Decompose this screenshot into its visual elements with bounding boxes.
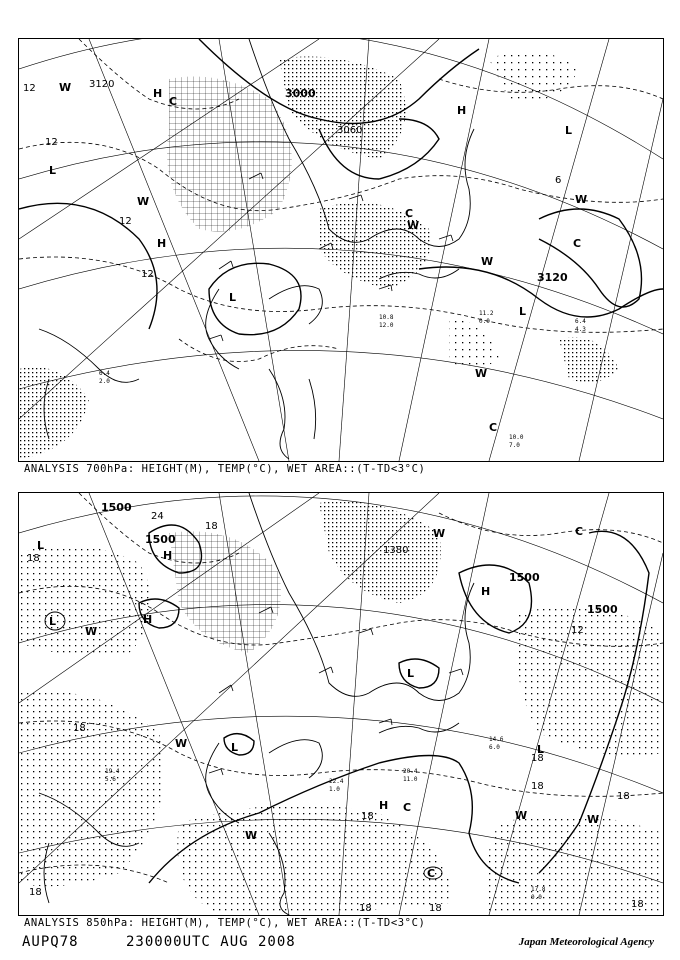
- temp-label: 18: [361, 811, 374, 822]
- obs-value: 14.6: [489, 736, 504, 743]
- temp-label: 18: [531, 753, 544, 764]
- warm-center-marker: W: [475, 367, 488, 380]
- map-850hpa-svg: [19, 493, 663, 915]
- warm-center-marker: W: [587, 813, 600, 826]
- obs-value: 6.0: [489, 744, 500, 751]
- warm-center-marker: W: [515, 809, 528, 822]
- obs-value: 1.0: [329, 786, 340, 793]
- warm-center-marker: W: [137, 195, 150, 208]
- height-label: 1500: [101, 501, 132, 514]
- cold-center-marker: C: [489, 421, 498, 434]
- warm-center-marker: W: [481, 255, 494, 268]
- high-pressure-marker: H: [379, 799, 389, 812]
- obs-value: 2.0: [99, 378, 110, 385]
- obs-value: 0.0: [531, 894, 542, 901]
- cold-center-marker: C: [427, 867, 436, 880]
- low-pressure-marker: L: [407, 667, 415, 680]
- obs-value: 11.2: [479, 310, 494, 317]
- valid-time: 230000UTC AUG 2008: [126, 934, 296, 950]
- temp-label: 6: [555, 175, 562, 186]
- obs-value: 12.0: [379, 322, 394, 329]
- height-label: 1500: [509, 571, 540, 584]
- cold-center-marker: C: [575, 525, 584, 538]
- temp-label: 12: [23, 83, 36, 94]
- obs-value: 22.4: [329, 778, 344, 785]
- wet-areas: [19, 501, 663, 915]
- low-pressure-marker: L: [565, 124, 573, 137]
- obs-value: 4.3: [575, 326, 586, 333]
- height-label: 1380: [383, 545, 409, 556]
- temp-label: 18: [359, 903, 372, 914]
- obs-value: 6.4: [99, 370, 110, 377]
- map-panel-850hpa: [18, 492, 664, 916]
- warm-center-marker: W: [85, 625, 98, 638]
- high-pressure-marker: H: [153, 87, 163, 100]
- cold-center-marker: C: [573, 237, 582, 250]
- warm-center-marker: W: [575, 193, 588, 206]
- warm-center-marker: W: [407, 219, 420, 232]
- wet-areas: [19, 51, 619, 459]
- temp-label: 18: [29, 887, 42, 898]
- high-pressure-marker: H: [143, 613, 153, 626]
- low-pressure-marker: L: [49, 164, 57, 177]
- cold-center-marker: C: [403, 801, 412, 814]
- warm-center-marker: W: [245, 829, 258, 842]
- temp-label: 12: [141, 269, 154, 280]
- obs-value: 0.0: [479, 318, 490, 325]
- obs-value: 7.0: [509, 442, 520, 449]
- warm-center-marker: W: [175, 737, 188, 750]
- height-label: 3060: [337, 125, 363, 136]
- low-pressure-marker: L: [537, 743, 545, 756]
- panel-caption-700hpa: ANALYSIS 700hPa: HEIGHT(M), TEMP(°C), WET AREA::(T-TD<3°C): [24, 463, 426, 475]
- temp-label: 18: [27, 553, 40, 564]
- low-pressure-marker: L: [519, 305, 527, 318]
- low-pressure-marker: L: [231, 741, 239, 754]
- obs-value: 17.8: [531, 886, 546, 893]
- map-700hpa-svg: [19, 39, 663, 461]
- warm-center-marker: W: [433, 527, 446, 540]
- obs-value: 19.4: [105, 768, 120, 775]
- temp-label: 18: [429, 903, 442, 914]
- agency-credit: Japan Meteorological Agency: [518, 936, 654, 948]
- cold-center-marker: C: [405, 207, 414, 220]
- height-label: 3120: [89, 79, 115, 90]
- height-label: 3120: [537, 271, 568, 284]
- temp-label: 12: [119, 216, 132, 227]
- station-observations: [99, 310, 586, 449]
- temp-label: 18: [617, 791, 630, 802]
- obs-value: 10.0: [509, 434, 524, 441]
- temp-label: 12: [571, 625, 584, 636]
- obs-value: 20.4: [403, 768, 418, 775]
- temp-label: 12: [45, 137, 58, 148]
- chart-number: AUPQ78: [22, 934, 79, 950]
- temp-label: 18: [631, 899, 644, 910]
- high-pressure-marker: H: [163, 549, 173, 562]
- panel-caption-850hpa: ANALYSIS 850hPa: HEIGHT(M), TEMP(°C), WET AREA::(T-TD<3°C): [24, 917, 426, 929]
- temp-label: 24: [151, 511, 164, 522]
- cold-center-marker: C: [169, 95, 178, 108]
- obs-value: 11.0: [403, 776, 418, 783]
- temp-label: 18: [205, 521, 218, 532]
- obs-value: 5.6: [105, 776, 116, 783]
- height-label: 1500: [587, 603, 618, 616]
- temp-label: 18: [531, 781, 544, 792]
- low-pressure-marker: L: [229, 291, 237, 304]
- low-pressure-marker: L: [37, 539, 45, 552]
- high-pressure-marker: H: [481, 585, 491, 598]
- height-label: 1500: [145, 533, 176, 546]
- obs-value: 6.4: [575, 318, 586, 325]
- obs-value: 10.8: [379, 314, 394, 321]
- map-panel-700hpa: [18, 38, 664, 462]
- high-pressure-marker: H: [457, 104, 467, 117]
- low-pressure-marker: L: [49, 615, 57, 628]
- height-label: 3000: [285, 87, 316, 100]
- temp-label: 18: [73, 723, 86, 734]
- high-pressure-marker: H: [157, 237, 167, 250]
- warm-center-marker: W: [59, 81, 72, 94]
